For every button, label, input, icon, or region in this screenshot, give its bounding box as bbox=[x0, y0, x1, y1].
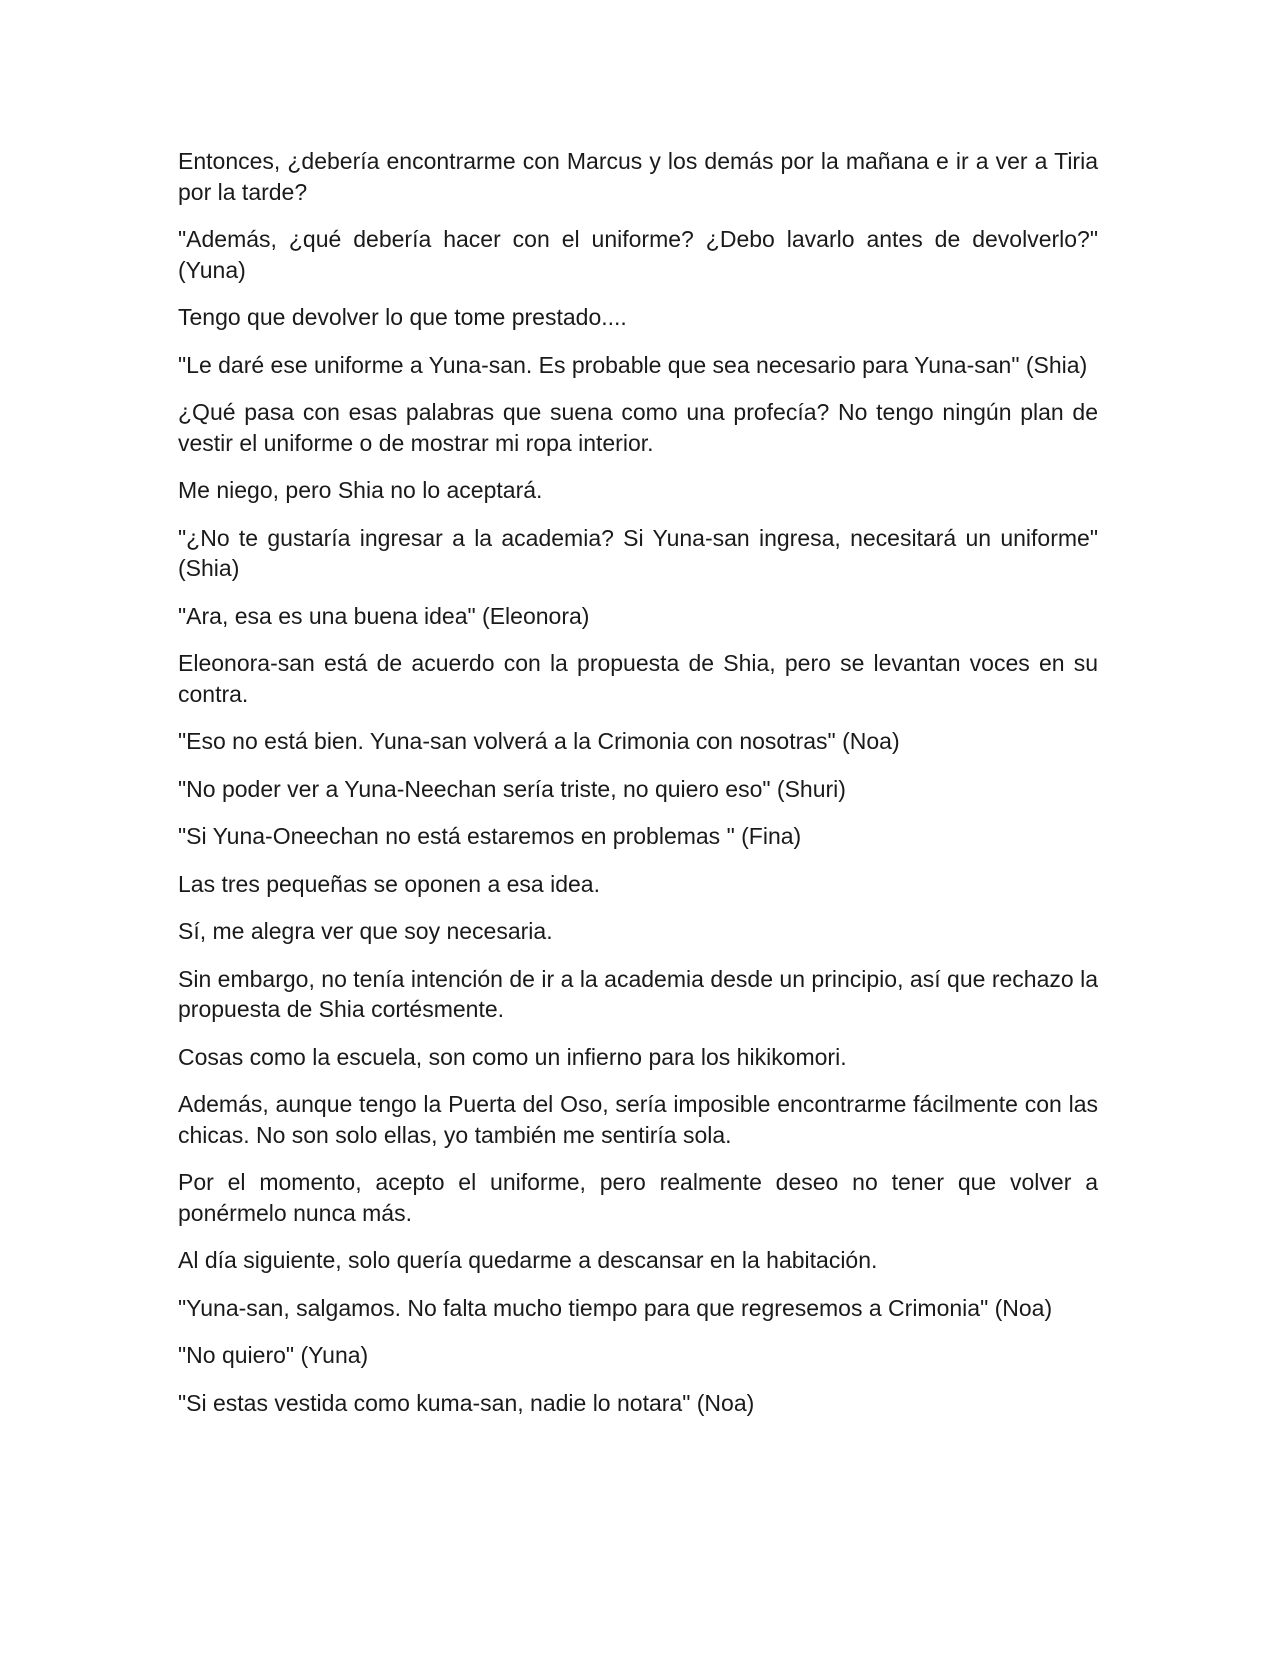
paragraph: "¿No te gustaría ingresar a la academia? Si Yuna-san ingresa, necesitará un uniforme" (Shia) bbox=[178, 524, 1098, 581]
paragraph: "No poder ver a Yuna-Neechan sería triste, no quiero eso" (Shuri) bbox=[178, 775, 846, 802]
paragraph: "Yuna-san, salgamos. No falta mucho tiempo para que regresemos a Crimonia" (Noa) bbox=[178, 1294, 1053, 1321]
paragraph: ¿Qué pasa con esas palabras que suena como una profecía? No tengo ningún plan de vestir el uniforme o de mostrar mi ropa interior. bbox=[178, 399, 1098, 456]
paragraph: "Si Yuna-Oneechan no está estaremos en problemas " (Fina) bbox=[178, 823, 802, 849]
paragraph: Además, aunque tengo la Puerta del Oso, sería imposible encontrarme fácilmente con las chicas. No son solo ellas, yo también me sentiría sola. bbox=[178, 1091, 1098, 1148]
paragraph: "Eso no está bien. Yuna-san volverá a la Crimonia con nosotras" (Noa) bbox=[178, 728, 900, 754]
paragraph: "Si estas vestida como kuma-san, nadie lo notara" (Noa) bbox=[178, 1389, 755, 1416]
paragraph: "No quiero" (Yuna) bbox=[178, 1342, 369, 1368]
paragraph: "Le daré ese uniforme a Yuna-san. Es probable que sea necesario para Yuna-san" (Shia) bbox=[178, 351, 1088, 378]
paragraph: Sí, me alegra ver que soy necesaria. bbox=[178, 918, 553, 944]
paragraph: Sin embargo, no tenía intención de ir a la academia desde un principio, así que rechazo la propuesta de Shia cortésmente. bbox=[178, 965, 1098, 1022]
paragraph: Por el momento, acepto el uniforme, pero realmente deseo no tener que volver a ponérmelo nunca más. bbox=[178, 1169, 1098, 1226]
paragraph: Las tres pequeñas se oponen a esa idea. bbox=[178, 870, 600, 897]
paragraph: Me niego, pero Shia no lo aceptará. bbox=[178, 477, 543, 503]
document-body bbox=[178, 146, 1098, 1435]
paragraph: Cosas como la escuela, son como un infierno para los hikikomori. bbox=[178, 1043, 847, 1070]
paragraph: Entonces, ¿debería encontrarme con Marcus y los demás por la mañana e ir a ver a Tiria por la tarde? bbox=[178, 148, 1098, 205]
paragraph: Al día siguiente, solo quería quedarme a descansar en la habitación. bbox=[178, 1247, 878, 1273]
paragraph: Tengo que devolver lo que tome prestado.... bbox=[178, 304, 627, 330]
paragraph: "Ara, esa es una buena idea" (Eleonora) bbox=[178, 602, 590, 629]
paragraph: Eleonora-san está de acuerdo con la propuesta de Shia, pero se levantan voces en su contra. bbox=[178, 650, 1098, 707]
paragraph: "Además, ¿qué debería hacer con el uniforme? ¿Debo lavarlo antes de devolverlo?" (Yuna) bbox=[178, 226, 1098, 283]
